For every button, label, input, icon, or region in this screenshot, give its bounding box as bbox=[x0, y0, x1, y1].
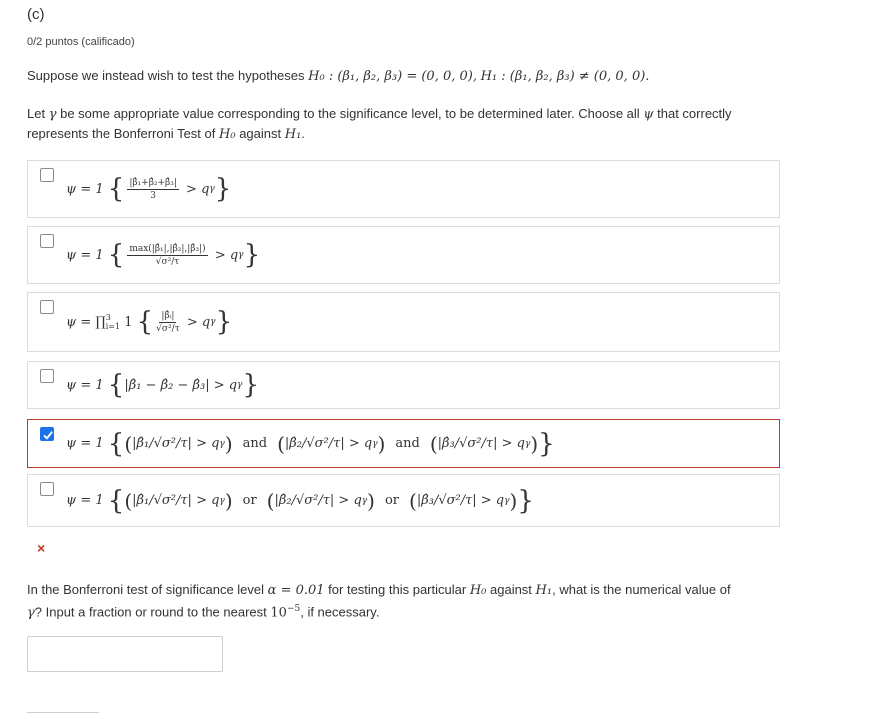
question-hypotheses: Suppose we instead wish to test the hypotheses H₀ : (β₁, β₂, β₃) = (0, 0, 0), H₁ : (β₁, β₂, β₃) ≠ (0, 0, 0). bbox=[27, 68, 650, 84]
option-6[interactable] bbox=[27, 474, 780, 527]
question-instructions: Let γ be some appropriate value corresponding to the significance level, to be determined later. Choose all ψ that correctly represents the Bonferroni Test of H₀ against H₁. bbox=[27, 106, 732, 142]
option-6-checkbox[interactable] bbox=[40, 482, 54, 496]
incorrect-icon: × bbox=[37, 540, 46, 556]
option-5[interactable] bbox=[27, 419, 780, 468]
option-4-formula: ψ = 1 { |β̂₁ − β̂₂ − β̂₃| > q γ } bbox=[66, 370, 259, 400]
option-3-checkbox[interactable] bbox=[40, 300, 54, 314]
option-2[interactable] bbox=[27, 226, 780, 284]
points-status: 0/2 puntos (calificado) bbox=[27, 36, 135, 48]
option-5-formula: ψ = 1 { ( |β̂₁/√σ²/τ| > q γ ) and ( |β̂₂/√σ²/τ| > q γ ) and ( |β̂₃/√σ²/τ| > q γ ) } bbox=[66, 428, 555, 459]
option-2-checkbox[interactable] bbox=[40, 234, 54, 248]
option-2-formula: ψ = 1 { $\frac{\text{max(|β̂₁|,|β̂₂|,|β̂₃|)}}{\text{√σ²/τ}}$ > q γ } bbox=[66, 240, 261, 270]
option-3[interactable] bbox=[27, 292, 780, 352]
option-6-formula: ψ = 1 { ( |β̂₁/√σ²/τ| > q γ ) or ( |β̂₂/√σ²/τ| > q γ ) or ( |β̂₃/√σ²/τ| > q γ ) } bbox=[66, 485, 534, 516]
option-3-formula: ψ = ∏ 3 i=1 1 { $\frac{\text{|β̂ᵢ|}}{\text{√σ²/τ}}$ > q γ } bbox=[66, 307, 233, 337]
option-1-checkbox[interactable] bbox=[40, 168, 54, 182]
option-1[interactable] bbox=[27, 160, 780, 218]
option-4[interactable] bbox=[27, 361, 780, 409]
option-4-checkbox[interactable] bbox=[40, 369, 54, 383]
question-gamma: In the Bonferroni test of significance level α = 0.01 for testing this particular H₀ against H₁, what is the numerical value of γ? Input a fraction or round to the nearest $10^{-5}$, if necessary. bbox=[27, 582, 731, 621]
part-label: (c) bbox=[27, 6, 45, 23]
check-icon bbox=[42, 429, 54, 441]
answer-input[interactable] bbox=[27, 636, 223, 672]
option-1-formula: ψ = 1 { $\frac{\text{|β̂₁+β̂₂+β̂₃|}}{3}$ > q γ } bbox=[66, 174, 232, 204]
option-5-checkbox[interactable] bbox=[40, 427, 54, 441]
